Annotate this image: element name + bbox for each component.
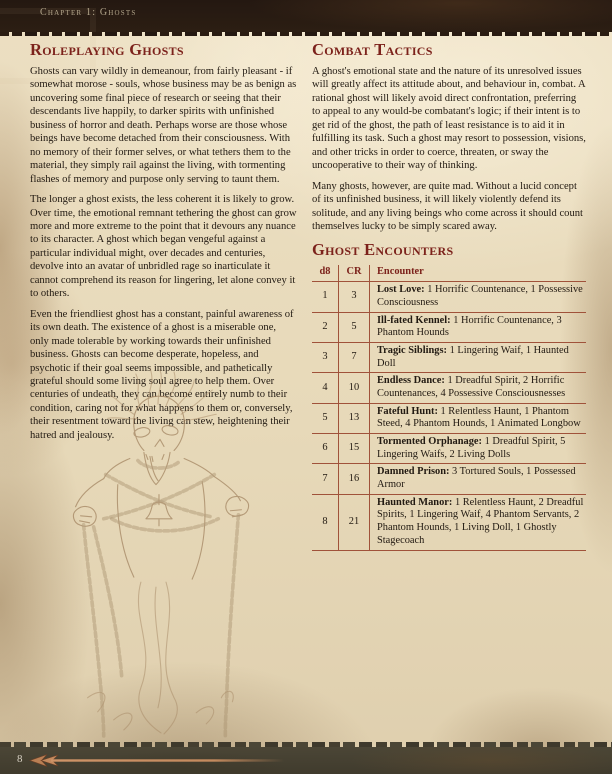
encounter-name: Ill-fated Kennel:: [377, 314, 454, 326]
d8-cell: 4: [312, 373, 339, 403]
encounter-cell: [370, 494, 587, 550]
encounter-name: Tragic Siblings:: [377, 344, 450, 356]
column-header-encounter: Encounter: [370, 265, 587, 281]
encounter-cell: [370, 434, 587, 464]
encounter-detail: 1 Dreadful Spirit, 2 Horrific Countenances, 4 Possessive Consciousnesses: [377, 375, 566, 399]
d8-cell: 2: [312, 312, 339, 342]
ghost-encounters-table: [312, 265, 586, 550]
d8-cell: 6: [312, 434, 339, 464]
roleplaying-paragraph-3: Even the friendliest ghost has a constant, painful awareness of its own death. The existence of a ghost is a miserable one, only made tolerable by working towards their unfinished business. Ghosts can become desperate, hopeless, and psychotic if their goal seems impossible, and pathetically grateful should some living soul agree to help them. Over centuries of undeath, they can become entirely numb to their condition, caring not for what happens to them or, conversely, their resentment toward the living can stew, heightening their hatred and jealousy.: [30, 308, 294, 441]
section-heading-combat-tactics: Combat Tactics: [312, 40, 433, 59]
combat-paragraph-2: Many ghosts, however, are quite mad. Without a lucid concept of its unfinished business, it will likely violently defend its solitude, and any living beings who come across it should count themselves lucky to be simply scared away.: [312, 180, 583, 232]
ghost-in-chains-sketch-illustration: [45, 366, 277, 748]
encounter-table-row: [312, 312, 586, 342]
header-row: [312, 265, 586, 281]
encounter-table-header: [312, 265, 586, 281]
encounter-detail: 1 Relentless Haunt, 1 Phantom Steed, 4 Phantom Hounds, 1 Animated Longbow: [377, 405, 581, 430]
column-header-cr: CR: [339, 265, 370, 281]
roleplaying-paragraph-2: The longer a ghost exists, the less coherent it is likely to grow. Over time, the emotional remnant tethering the ghost can grow more and more extreme to the point that it devours any nuance to its character. A ghost which began vengeful against a particular individual might, over decades and centuries, devolve into an avatar of unbridled rage so inarticulate it cannot comprehend its reason for lingering, let alone convey it to others.: [30, 194, 297, 300]
cr-cell: 16: [339, 464, 370, 494]
encounter-cell: [370, 403, 587, 433]
encounter-name: Tormented Orphanage:: [377, 436, 485, 447]
section-heading-roleplaying-ghosts: Roleplaying Ghosts: [30, 40, 184, 59]
encounter-table-row: [312, 464, 586, 494]
encounter-cell: [370, 282, 587, 312]
page-footer-band: [0, 747, 612, 774]
encounter-table-row: [312, 434, 586, 464]
encounter-cell: [370, 373, 587, 403]
combat-paragraph-1: A ghost's emotional state and the nature of its unresolved issues will greatly affect its attitude about, and behaviour in, combat. A rational ghost will likely avoid direct confrontation, preferring to appeal to any would-be combatant's logic; if their intent is to get rid of the ghost, the path of least resistance is to aid it in fulfilling its task. Such a ghost may resort to possession, visions, and other tricks in order to coerce, threaten, or sway the uncooperative to their way of thinking.: [312, 66, 586, 172]
encounter-cell: [370, 342, 587, 372]
d8-cell: 1: [312, 282, 339, 312]
cr-cell: 13: [339, 403, 370, 433]
encounter-table-body: [312, 282, 586, 550]
encounter-table-row: [312, 373, 586, 403]
cr-cell: 3: [339, 282, 370, 312]
encounter-name: Haunted Manor:: [377, 496, 455, 508]
encounter-table-row: [312, 342, 586, 372]
page-number: 8: [17, 753, 23, 765]
encounter-name: Endless Dance:: [377, 375, 448, 387]
cr-cell: 21: [339, 494, 370, 550]
encounter-name: Fateful Hunt:: [377, 405, 441, 417]
encounter-detail: 3 Tortured Souls, 1 Possessed Armor: [377, 466, 576, 491]
encounter-cell: [370, 312, 587, 342]
cr-cell: 15: [339, 434, 370, 464]
roleplaying-paragraph-1: Ghosts can vary wildly in demeanour, from fairly pleasant - if somewhat morose - souls, whose business may be as benign as uncovering some final piece of research or seeing that their descendants live happily, to darker spirits with unfinished business of horror and death. Perhaps worse are those whose beings have become detached from their consciousness. With no memory of their former selves, or what tethers them to the material, they simply rail against the living, with tormenting flashes of memory and purpose only serving to taunt them.: [30, 66, 297, 185]
cr-cell: 10: [339, 373, 370, 403]
cr-cell: 7: [339, 342, 370, 372]
encounter-detail: 1 Lingering Waif, 1 Haunted Doll: [377, 344, 569, 369]
encounter-name: Lost Love:: [377, 284, 428, 296]
encounter-table-row: [312, 282, 586, 312]
encounter-name: Damned Prison:: [377, 466, 453, 478]
right-column: [312, 40, 586, 551]
column-header-d8: d8: [312, 265, 339, 281]
encounter-detail: 1 Horrific Countenance, 1 Possessive Consciousness: [377, 284, 583, 308]
d8-cell: 7: [312, 464, 339, 494]
d8-cell: 3: [312, 342, 339, 372]
d8-cell: 8: [312, 494, 339, 550]
encounter-table-row: [312, 403, 586, 433]
arrow-rule-icon: [29, 753, 285, 768]
cr-cell: 5: [339, 312, 370, 342]
encounter-detail: 1 Relentless Haunt, 2 Dreadful Spirits, 1 Lingering Waif, 4 Phantom Servants, 2 Phantom Hounds, 1 Living Doll, 1 Ghostly Stagecoach: [377, 496, 584, 546]
page-header-band: [0, 0, 612, 32]
d8-cell: 5: [312, 403, 339, 433]
encounter-detail: 1 Dreadful Spirit, 5 Lingering Waifs, 2 Living Dolls: [377, 436, 566, 460]
encounter-detail: 1 Horrific Countenance, 3 Phantom Hounds: [377, 314, 562, 339]
chapter-header: Chapter 1: Ghosts: [40, 7, 137, 18]
section-heading-ghost-encounters: Ghost Encounters: [312, 240, 454, 260]
encounter-table-row: [312, 494, 586, 550]
encounter-cell: [370, 464, 587, 494]
